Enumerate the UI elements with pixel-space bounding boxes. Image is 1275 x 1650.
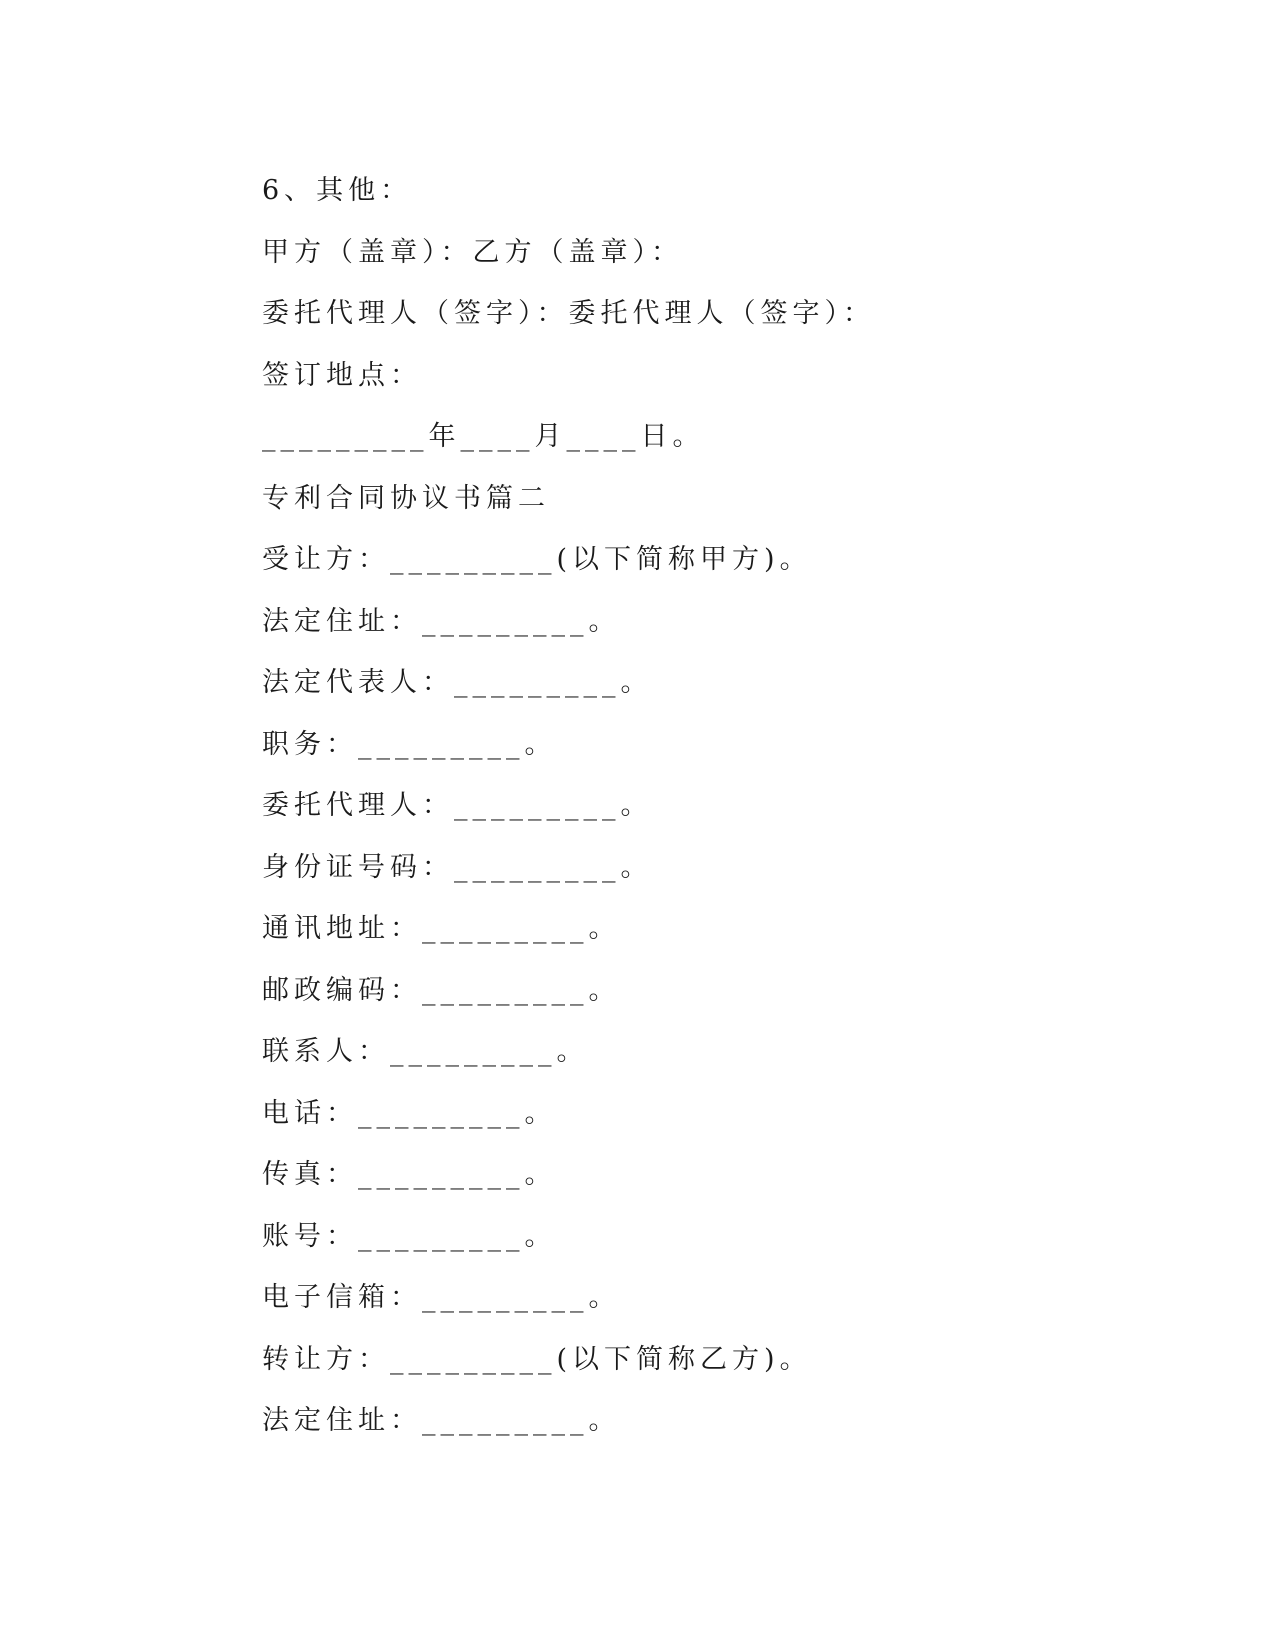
email-line: 电子信箱：_________。	[262, 1282, 621, 1313]
id-number-line: 身份证号码：_________。	[262, 851, 653, 883]
section-title: 专利合同协议书篇二	[262, 482, 550, 514]
phone-line: 电话：_________。	[262, 1097, 557, 1129]
agent-signature-line: 委托代理人（签字）：委托代理人（签字）：	[262, 298, 875, 329]
assignor-line: 转让方：_________(以下简称乙方)。	[262, 1343, 812, 1375]
mailing-address-line: 通讯地址：_________。	[262, 913, 621, 944]
document-body	[262, 160, 1122, 1452]
assignee-line: 受让方：_________(以下简称甲方)。	[262, 544, 812, 575]
assignor-legal-address-line: 法定住址：_________。	[262, 1405, 621, 1436]
fax-line: 传真：_________。	[262, 1159, 557, 1190]
position-line: 职务：_________。	[262, 728, 557, 760]
signing-place-line: 签订地点：	[262, 359, 422, 391]
postal-code-line: 邮政编码：_________。	[262, 974, 621, 1006]
legal-address-line: 法定住址：_________。	[262, 605, 621, 637]
party-seal-line: 甲方（盖章）：乙方（盖章）：	[262, 236, 683, 268]
date-line: _________年____月____日。	[262, 421, 705, 452]
authorized-agent-line: 委托代理人：_________。	[262, 790, 653, 821]
legal-representative-line: 法定代表人：_________。	[262, 667, 653, 698]
contact-person-line: 联系人：_________。	[262, 1036, 589, 1067]
section-other-heading: 6、其他：	[262, 175, 413, 206]
account-line: 账号：_________。	[262, 1220, 557, 1252]
